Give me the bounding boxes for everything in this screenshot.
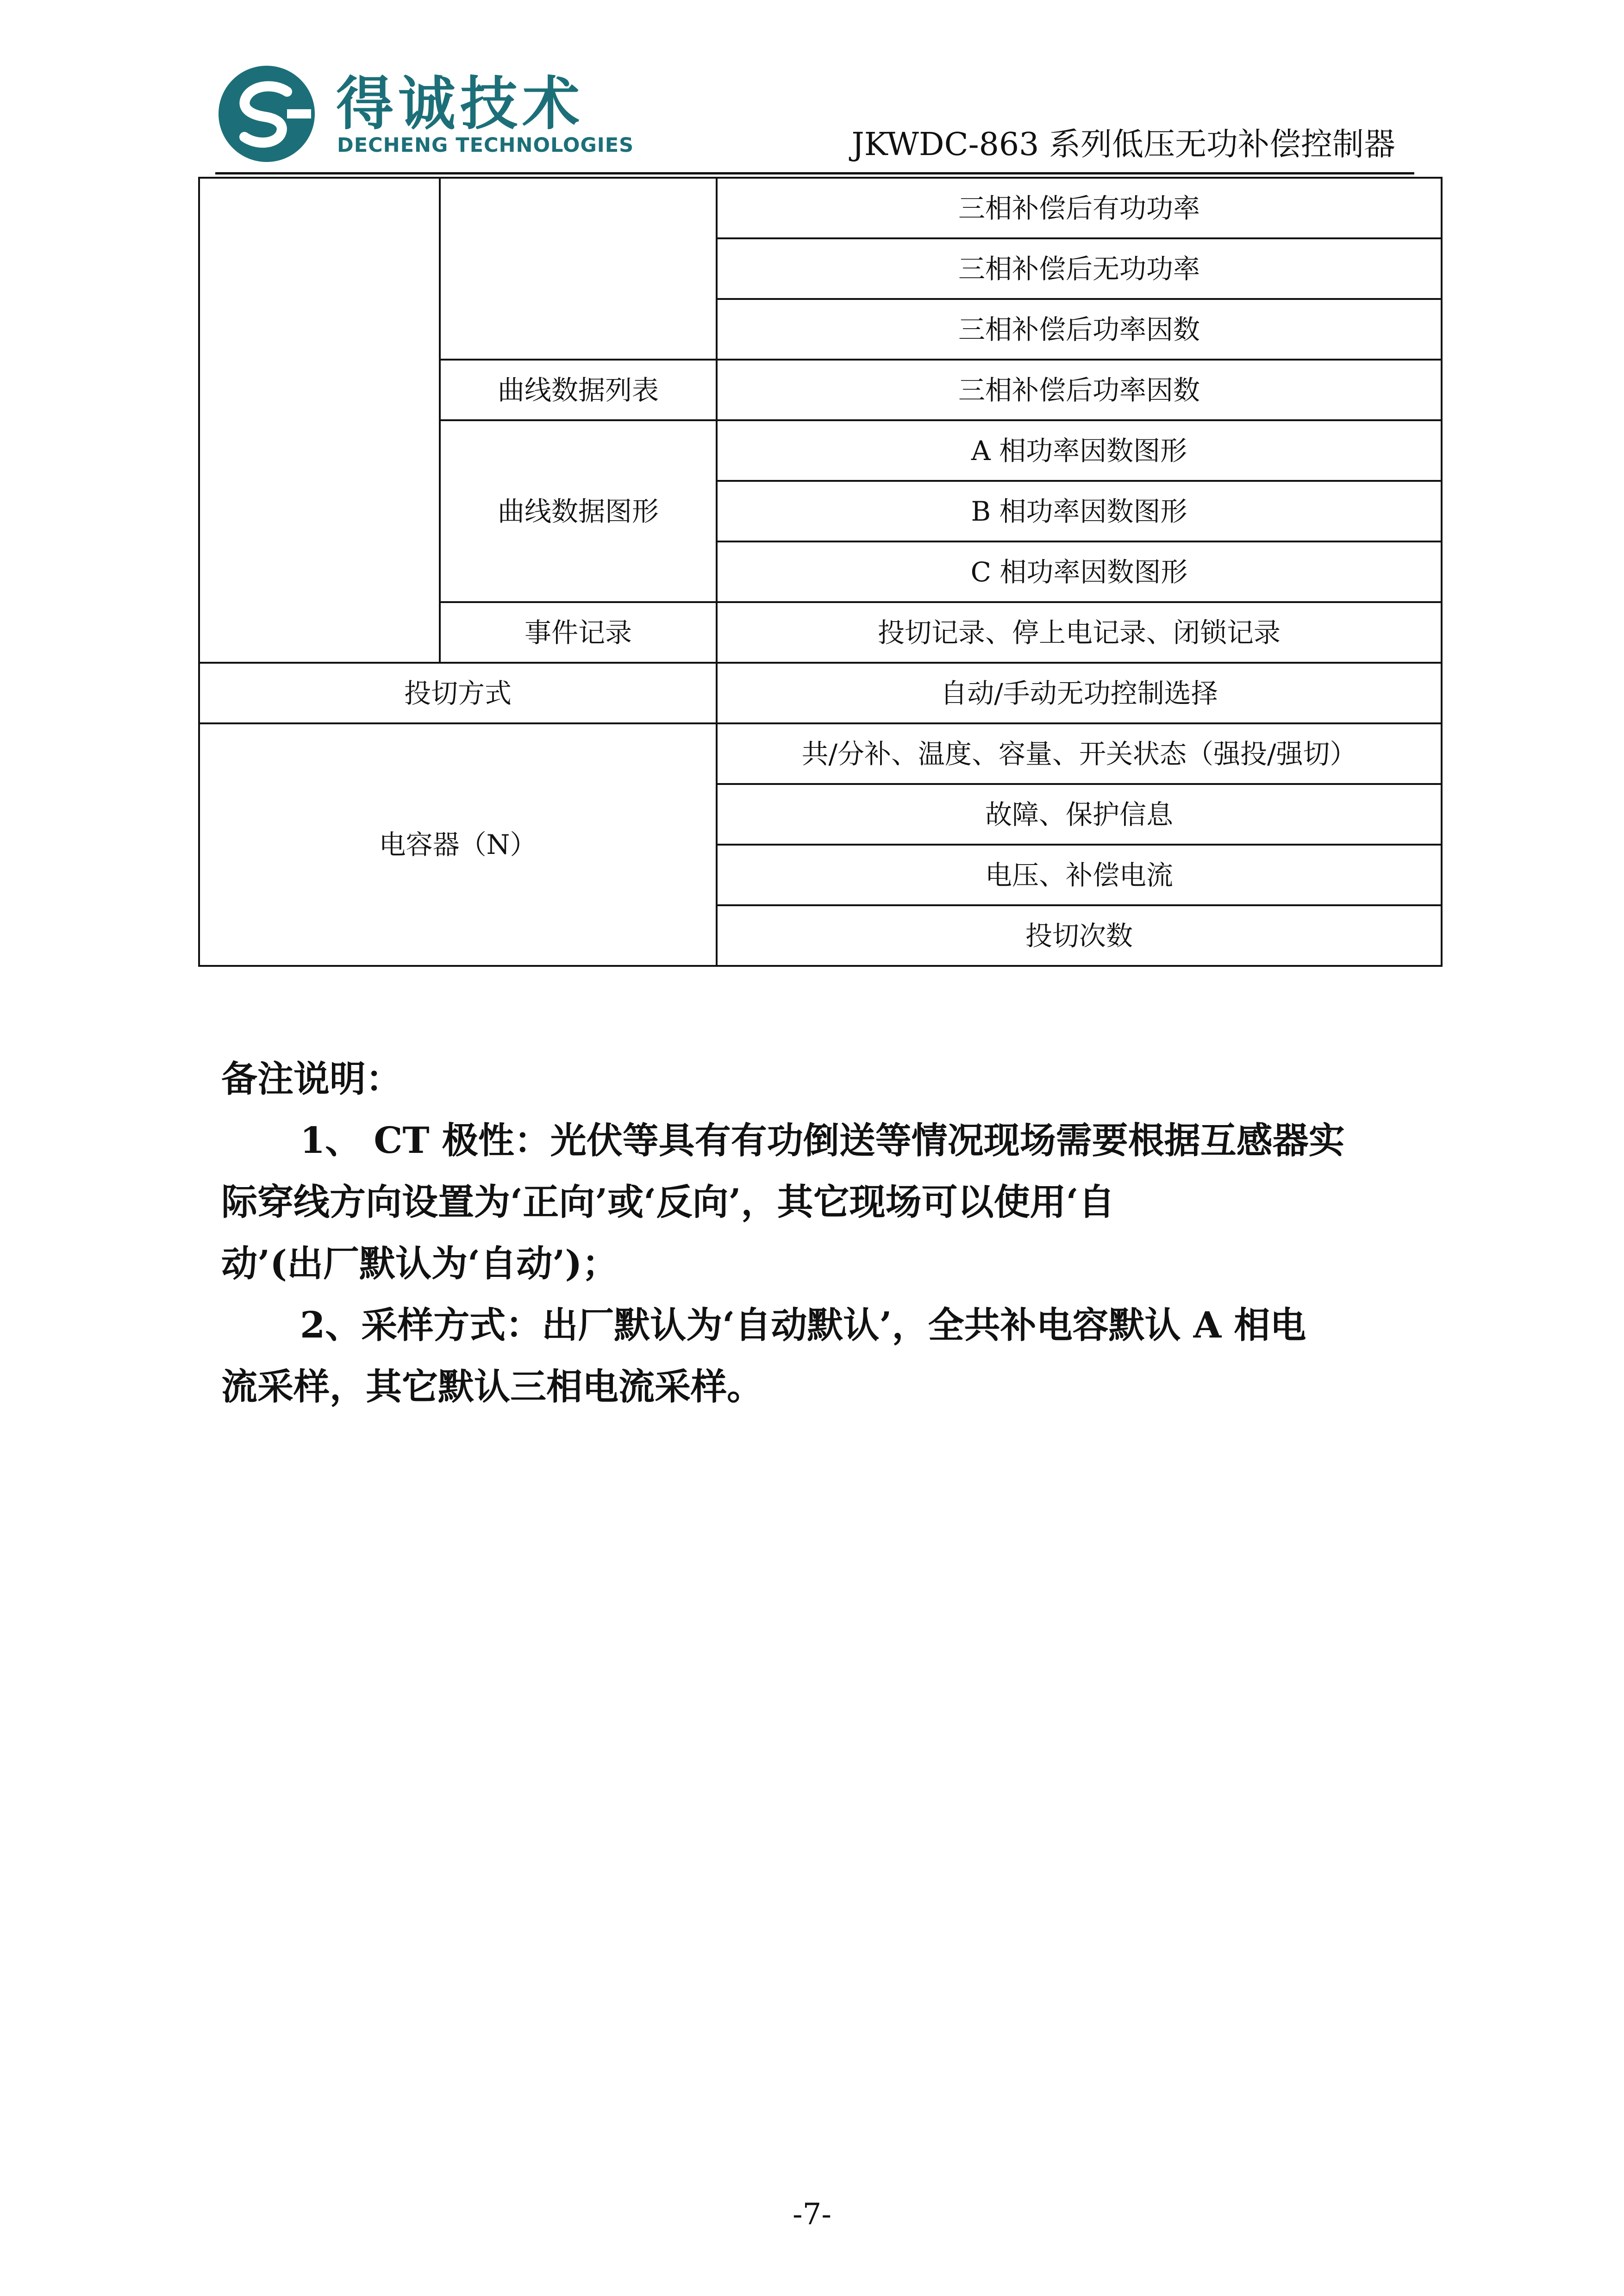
spec-table [198, 177, 1443, 967]
table-cell: 共/分补、温度、容量、开关状态（强投/强切） [717, 723, 1442, 784]
table-cell: 三相补偿后功率因数 [717, 299, 1442, 360]
document-title: JKWDC-863 系列低压无功补偿控制器 [851, 126, 1395, 163]
note-line: 流采样，其它默认三相电流采样。 [221, 1366, 763, 1408]
page-number: -7- [793, 2197, 831, 2232]
note-line: 际穿线方向设置为‘正向’或‘反向’，其它现场可以使用‘自 [221, 1181, 1115, 1223]
table-cell: C 相功率因数图形 [717, 541, 1442, 602]
table-row [199, 178, 1442, 238]
table-cell: 曲线数据图形 [440, 420, 717, 602]
logo-english-name: DECHENG TECHNOLOGIES [337, 134, 634, 157]
table-cell [440, 178, 717, 360]
table-cell: 曲线数据列表 [440, 360, 717, 420]
logo-chinese-name: 得诚技术 [336, 71, 585, 137]
table-row [199, 723, 1442, 784]
table-cell: 事件记录 [440, 602, 717, 663]
header-divider [215, 172, 1414, 174]
table-cell: 自动/手动无功控制选择 [717, 663, 1442, 723]
table-cell: 投切记录、停上电记录、闭锁记录 [717, 602, 1442, 663]
note-line: 动’(出厂默认为‘自动’)； [221, 1243, 618, 1285]
decheng-logo-icon [218, 65, 316, 163]
table-cell: 三相补偿后功率因数 [717, 360, 1442, 420]
table-cell: 投切方式 [199, 663, 717, 723]
table-cell: 故障、保护信息 [717, 784, 1442, 845]
page-header [0, 0, 1624, 180]
table-cell: 电容器（N） [199, 723, 717, 966]
table-row [199, 663, 1442, 723]
table-cell: B 相功率因数图形 [717, 481, 1442, 541]
table-cell [199, 178, 440, 663]
notes-section [221, 1048, 1425, 1418]
table-cell: 三相补偿后有功功率 [717, 178, 1442, 238]
note-line: 1、 CT 极性：光伏等具有有功倒送等情况现场需要根据互感器实 [300, 1120, 1345, 1162]
table-cell: 三相补偿后无功功率 [717, 238, 1442, 299]
notes-heading: 备注说明： [221, 1058, 402, 1100]
note-line: 2、采样方式：出厂默认为‘自动默认’，全共补电容默认 A 相电 [300, 1304, 1306, 1346]
table-cell: 投切次数 [717, 905, 1442, 966]
table-cell: 电压、补偿电流 [717, 845, 1442, 905]
table-cell: A 相功率因数图形 [717, 420, 1442, 481]
